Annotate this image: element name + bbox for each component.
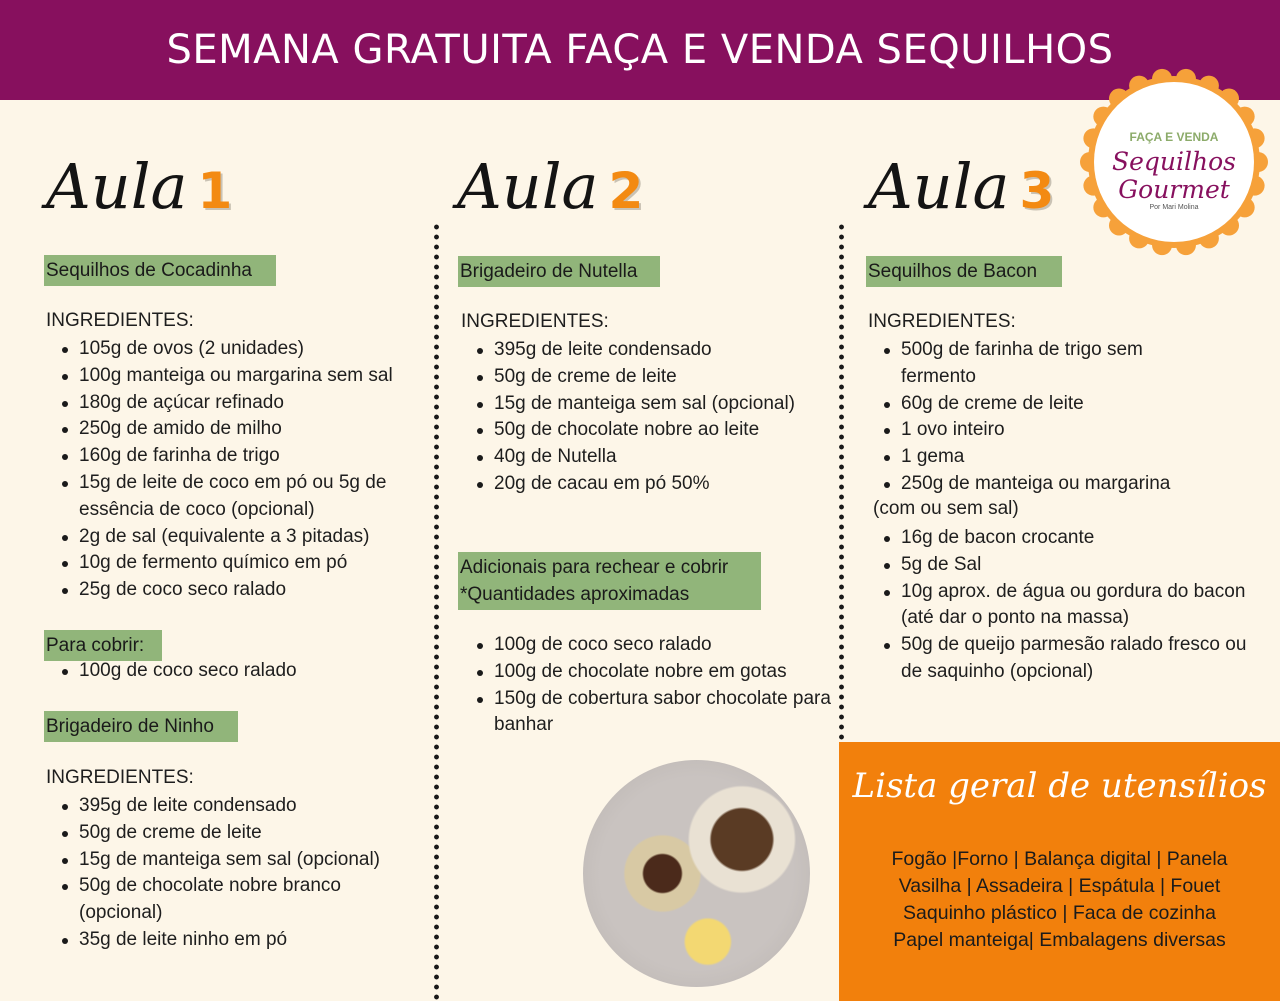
ingredients-label: INGREDIENTES: bbox=[46, 310, 194, 331]
ingredient-item: 16g de bacon crocante bbox=[868, 525, 1268, 552]
recipe-title-sequilhos-cocadinha: Sequilhos de Cocadinha bbox=[44, 255, 276, 286]
aula-3-heading bbox=[868, 150, 1054, 223]
ingredient-list bbox=[46, 336, 436, 604]
ingredient-item: 100g de coco seco ralado bbox=[461, 632, 836, 659]
recipe-title-adicionais bbox=[458, 552, 761, 610]
aula-number: 1 bbox=[197, 162, 233, 220]
ingredient-item: 250g de manteiga ou margarina bbox=[868, 471, 1218, 498]
utensils-list bbox=[839, 846, 1280, 954]
ingredient-item: 50g de creme de leite bbox=[461, 364, 841, 391]
ingredient-item: 395g de leite condensado bbox=[46, 793, 386, 820]
badge-byline: Por Mari Molina bbox=[1149, 204, 1199, 211]
ingredient-item: 50g de chocolate nobre branco (opcional) bbox=[46, 873, 386, 927]
utensils-line: Fogão |Forno | Balança digital | Panela bbox=[891, 848, 1228, 870]
ingredient-item: 10g aprox. de água ou gordura do bacon (até dar o ponto na massa) bbox=[868, 579, 1268, 633]
badge-brand-line-a: Sequilhos bbox=[1112, 147, 1236, 176]
ingredients-label: INGREDIENTES: bbox=[46, 767, 194, 788]
utensils-line: Papel manteiga| Embalagens diversas bbox=[893, 929, 1226, 951]
ingredient-list bbox=[461, 632, 836, 739]
utensils-line: Vasilha | Assadeira | Espátula | Fouet bbox=[898, 875, 1221, 897]
ingredient-item: 250g de amido de milho bbox=[46, 416, 436, 443]
aula-2-heading bbox=[457, 150, 643, 223]
ingredient-item: 10g de fermento químico em pó bbox=[46, 550, 436, 577]
sequilhos-photo bbox=[583, 760, 810, 987]
ingredients-label: INGREDIENTES: bbox=[868, 311, 1016, 332]
column-divider bbox=[434, 222, 439, 1000]
badge-brand-name bbox=[1098, 148, 1250, 204]
ingredient-item: 25g de coco seco ralado bbox=[46, 577, 436, 604]
ingredient-list bbox=[46, 793, 386, 954]
ingredient-item: 2g de sal (equivalente a 3 pitadas) bbox=[46, 524, 436, 551]
ingredient-item: 50g de creme de leite bbox=[46, 820, 386, 847]
ingredient-item: 395g de leite condensado bbox=[461, 337, 841, 364]
ingredient-item: 20g de cacau em pó 50% bbox=[461, 471, 841, 498]
recipe-title-brigadeiro-ninho: Brigadeiro de Ninho bbox=[44, 711, 238, 742]
ingredient-item: 1 ovo inteiro bbox=[868, 417, 1218, 444]
badge-line-1: FAÇA E VENDA bbox=[1129, 130, 1219, 144]
ingredient-item: 1 gema bbox=[868, 444, 1218, 471]
badge-brand-line-b: Gourmet bbox=[1118, 175, 1230, 204]
adicionais-title-line-1: Adicionais para rechear e cobrir bbox=[460, 557, 729, 578]
ingredient-item: 105g de ovos (2 unidades) bbox=[46, 336, 436, 363]
ingredient-item: 50g de queijo parmesão ralado fresco ou de saquinho (opcional) bbox=[868, 632, 1268, 686]
ingredient-item: 100g manteiga ou margarina sem sal bbox=[46, 363, 436, 390]
ingredient-item: 15g de leite de coco em pó ou 5g de essência de coco (opcional) bbox=[46, 470, 436, 524]
brand-badge-logo bbox=[1080, 68, 1268, 256]
aula-number: 3 bbox=[1019, 162, 1055, 220]
recipe-title-sequilhos-bacon: Sequilhos de Bacon bbox=[866, 256, 1062, 287]
aula-word: Aula bbox=[868, 150, 1010, 223]
ingredient-item: 50g de chocolate nobre ao leite bbox=[461, 417, 841, 444]
utensils-title: Lista geral de utensílios bbox=[852, 766, 1267, 806]
recipe-title-para-cobrir: Para cobrir: bbox=[44, 630, 162, 661]
ingredient-list bbox=[46, 658, 436, 685]
ingredient-list bbox=[868, 525, 1268, 686]
utensils-panel bbox=[839, 742, 1280, 1001]
ingredient-item: 5g de Sal bbox=[868, 552, 1268, 579]
ingredient-continuation: (com ou sem sal) bbox=[873, 498, 1019, 519]
aula-1-heading bbox=[46, 150, 232, 223]
adicionais-title-line-2: *Quantidades aproximadas bbox=[460, 584, 690, 605]
ingredient-item: 500g de farinha de trigo sem fermento bbox=[868, 337, 1218, 391]
ingredient-item: 15g de manteiga sem sal (opcional) bbox=[461, 391, 841, 418]
ingredient-item: 150g de cobertura sabor chocolate para banhar bbox=[461, 686, 836, 740]
page-title: SEMANA GRATUITA FAÇA E VENDA SEQUILHOS bbox=[166, 27, 1114, 73]
ingredient-item: 180g de açúcar refinado bbox=[46, 390, 436, 417]
ingredient-list bbox=[868, 337, 1218, 498]
ingredient-list bbox=[461, 337, 841, 498]
ingredient-item: 15g de manteiga sem sal (opcional) bbox=[46, 847, 386, 874]
column-divider bbox=[839, 222, 844, 742]
ingredients-label: INGREDIENTES: bbox=[461, 311, 609, 332]
aula-word: Aula bbox=[457, 150, 599, 223]
aula-number: 2 bbox=[608, 162, 644, 220]
ingredient-item: 35g de leite ninho em pó bbox=[46, 927, 386, 954]
ingredient-item: 60g de creme de leite bbox=[868, 391, 1218, 418]
recipe-title-brigadeiro-nutella: Brigadeiro de Nutella bbox=[458, 256, 660, 287]
ingredient-item: 100g de coco seco ralado bbox=[46, 658, 436, 685]
badge-inner bbox=[1098, 86, 1250, 238]
aula-word: Aula bbox=[46, 150, 188, 223]
utensils-line: Saquinho plástico | Faca de cozinha bbox=[903, 902, 1216, 924]
ingredient-item: 160g de farinha de trigo bbox=[46, 443, 436, 470]
ingredient-item: 40g de Nutella bbox=[461, 444, 841, 471]
ingredient-item: 100g de chocolate nobre em gotas bbox=[461, 659, 836, 686]
